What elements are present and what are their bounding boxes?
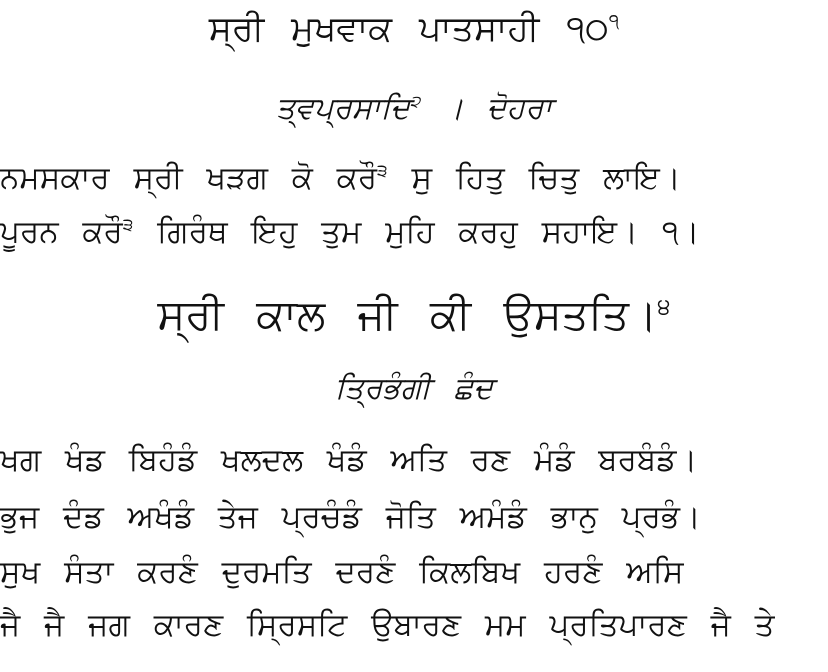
page-heading [0, 9, 828, 49]
verse-text: ਨਮਸਕਾਰ ਸ੍ਰੀ ਖੜਗ ਕੋ ਕਰੌ [0, 160, 378, 196]
verse-text: ਪੂਰਨ ਕਰੌ [0, 214, 123, 250]
footnote-marker: ੨ [409, 92, 421, 111]
footnote-marker: ੪ [657, 294, 671, 320]
verse-text: ਸੁ ਹਿਤੁ ਚਿਤੁ ਲਾਇ। [387, 160, 681, 196]
footnote-marker: ੩ [122, 215, 134, 236]
footnote-marker: ੩ [377, 161, 388, 182]
chhand-line-1: ਖਗ ਖੰਡ ਬਿਹੰਡੰ ਖਲਦਲ ਖੰਡੰ ਅਤਿ ਰਣ ਮੰਡੰ ਬਰਬੰਡੰ। [0, 442, 698, 478]
dohra-line-1 [0, 160, 681, 196]
chhand-title: ਤ੍ਰਿਭੰਗੀ ਛੰਦ [334, 371, 494, 406]
page-subheading [0, 91, 828, 126]
section-title [0, 290, 828, 339]
subheading-text: ਤ੍ਵਪ੍ਰਸਾਦਿ [275, 91, 410, 126]
chhand-line-2: ਭੁਜ ਦੰਡ ਅਖੰਡੰ ਤੇਜ ਪ੍ਰਚੰਡੰ ਜੋਤਿ ਅਮੰਡੰ ਭਾਨੁ ਪ੍ਰਭੰ। [0, 499, 701, 535]
section-title-text: ਸ੍ਰੀ ਕਾਲ ਜੀ ਕੀ ਉਸਤਤਿ। [157, 290, 658, 339]
footnote-marker: ੧ [608, 9, 620, 33]
dohra-line-2 [0, 214, 700, 250]
chhand-line-4: ਜੈ ਜੈ ਜਗ ਕਾਰਣ ਸ੍ਰਿਸਟਿ ਉਬਾਰਣ ਮਮ ਪ੍ਰਤਿਪਾਰਣ ਜੈ ਤੇ [0, 607, 775, 643]
verse-text: ਗਿਰੰਥ ਇਹੁ ਤੁਮ ਮੁਹਿ ਕਰਹੁ ਸਹਾਇ। ੧। [133, 214, 700, 250]
chhand-line-3: ਸੁਖ ਸੰਤਾ ਕਰਣੰ ਦੁਰਮਤਿ ਦਰਣੰ ਕਿਲਬਿਖ ਹਰਣੰ ਅਸਿ [0, 554, 684, 590]
page-heading-text: ਸ੍ਰੀ ਮੁਖਵਾਕ ਪਾਤਸਾਹੀ ੧੦ [208, 9, 609, 49]
subheading-rest: । ਦੋਹਰਾ [420, 91, 553, 126]
